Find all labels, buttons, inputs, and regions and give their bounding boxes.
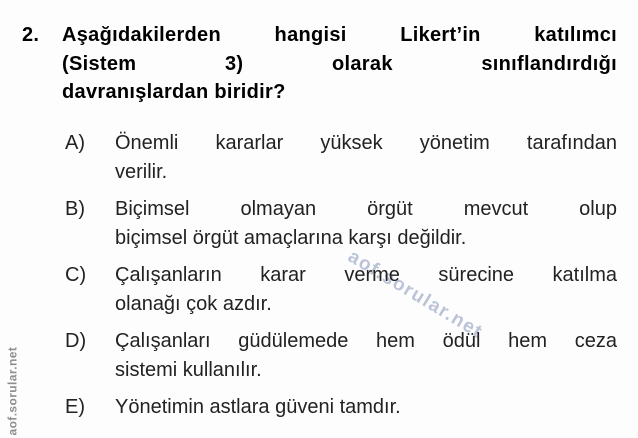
question-number: 2. (22, 24, 40, 46)
option-e-row (65, 393, 617, 422)
question-line-2: (Sistem 3) olarak sınıflandırdığı (62, 52, 617, 75)
question-block (22, 21, 617, 107)
option-d-line-2: sistemi kullanılır. (115, 358, 262, 381)
option-b-line-1: Biçimsel olmayan örgüt mevcut olup (115, 197, 617, 220)
option-e-letter: E) (65, 395, 85, 418)
question-line-1: Aşağıdakilerden hangisi Likert’in katılımcı (62, 24, 617, 46)
option-c-line-1: Çalışanların karar verme sürecine katılma (115, 263, 617, 286)
option-b-line-2: biçimsel örgüt amaçlarına karşı değildir. (115, 226, 467, 249)
option-d-letter: D) (65, 329, 87, 352)
option-d-line-1: Çalışanları güdülemede hem ödül hem ceza (115, 329, 617, 352)
option-e-text (115, 393, 617, 422)
option-c-line-2: olanağı çok azdır. (115, 292, 272, 315)
option-b-text (115, 195, 617, 253)
option-c-letter: C) (65, 263, 87, 286)
question-text (62, 21, 617, 107)
option-a-row (65, 129, 617, 187)
option-d-text (115, 327, 617, 385)
option-a-text (115, 129, 617, 187)
option-c-row (65, 261, 617, 319)
option-b-letter: B) (65, 197, 85, 220)
option-d-row (65, 327, 617, 385)
option-a-line-1: Önemli kararlar yüksek yönetim tarafından (115, 131, 617, 154)
option-c-text (115, 261, 617, 319)
option-e-line-1: Yönetimin astlara güveni tamdır. (115, 395, 401, 418)
option-a-line-2: verilir. (115, 160, 168, 183)
options-list (22, 129, 617, 422)
option-b-row (65, 195, 617, 253)
watermark-site-vertical: aof.sorular.net (5, 346, 20, 436)
watermark-site-diagonal: aof.sorular.net (344, 246, 487, 344)
option-a-letter: A) (65, 131, 85, 154)
question-line-3: davranışlardan biridir? (62, 81, 286, 103)
